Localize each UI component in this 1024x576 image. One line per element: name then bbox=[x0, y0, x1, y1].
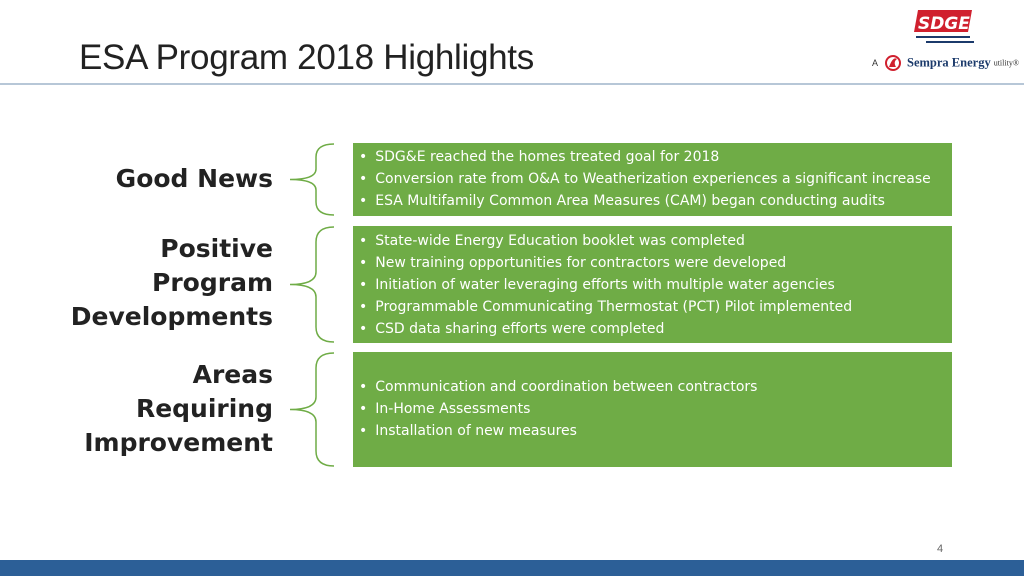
company-logo bbox=[872, 8, 1018, 78]
section-label-line: Areas bbox=[192, 360, 273, 389]
list-item: • New training opportunities for contractors were developed bbox=[359, 252, 952, 274]
logo-trademark: ® bbox=[1012, 58, 1019, 68]
section-label-line: Improvement bbox=[84, 428, 273, 457]
section-label-positive-program-developments bbox=[71, 232, 273, 334]
list-item: • Conversion rate from O&A to Weatherization experiences a significant increase bbox=[359, 168, 952, 190]
footer-bar bbox=[0, 560, 1024, 576]
section-box-good-news bbox=[353, 143, 952, 216]
list-item: • Communication and coordination between contractors bbox=[359, 376, 952, 398]
section-box-positive-program-developments bbox=[353, 226, 952, 343]
logo-brand-text: SDGE bbox=[918, 14, 970, 34]
logo-prefix: A bbox=[872, 58, 879, 68]
list-item: • CSD data sharing efforts were completed bbox=[359, 318, 952, 340]
logo-company: Sempra Energy bbox=[907, 55, 991, 70]
section-label-line: Positive bbox=[160, 234, 273, 263]
section-label-line: Requiring bbox=[135, 394, 273, 423]
list-item: • Initiation of water leveraging efforts with multiple water agencies bbox=[359, 274, 952, 296]
section-label-line: Program bbox=[152, 268, 273, 297]
brace-good-news bbox=[288, 143, 338, 216]
section-label-line: Good News bbox=[115, 164, 273, 193]
header-divider bbox=[0, 83, 1024, 85]
section-box-areas-requiring-improvement bbox=[353, 352, 952, 467]
logo-suffix: utility bbox=[993, 58, 1013, 68]
list-item: • In-Home Assessments bbox=[359, 398, 952, 420]
brace-areas-requiring-improvement bbox=[288, 352, 338, 467]
brace-positive-program-developments bbox=[288, 226, 338, 343]
sempra-flame-icon bbox=[884, 54, 902, 72]
list-item: • Programmable Communicating Thermostat (PCT) Pilot implemented bbox=[359, 296, 952, 318]
page-number: 4 bbox=[937, 543, 944, 555]
section-label-line: Developments bbox=[70, 302, 273, 331]
section-label-good-news bbox=[116, 162, 273, 196]
list-item: • State-wide Energy Education booklet was completed bbox=[359, 230, 952, 252]
logo-tagline bbox=[872, 54, 1019, 72]
list-item: • ESA Multifamily Common Area Measures (CAM) began conducting audits bbox=[359, 190, 952, 212]
sdge-logo-mark bbox=[912, 8, 976, 46]
list-item: • SDG&E reached the homes treated goal for 2018 bbox=[359, 146, 952, 168]
list-item: • Installation of new measures bbox=[359, 420, 952, 442]
section-label-areas-requiring-improvement bbox=[84, 358, 273, 460]
slide-title: ESA Program 2018 Highlights bbox=[79, 38, 534, 77]
